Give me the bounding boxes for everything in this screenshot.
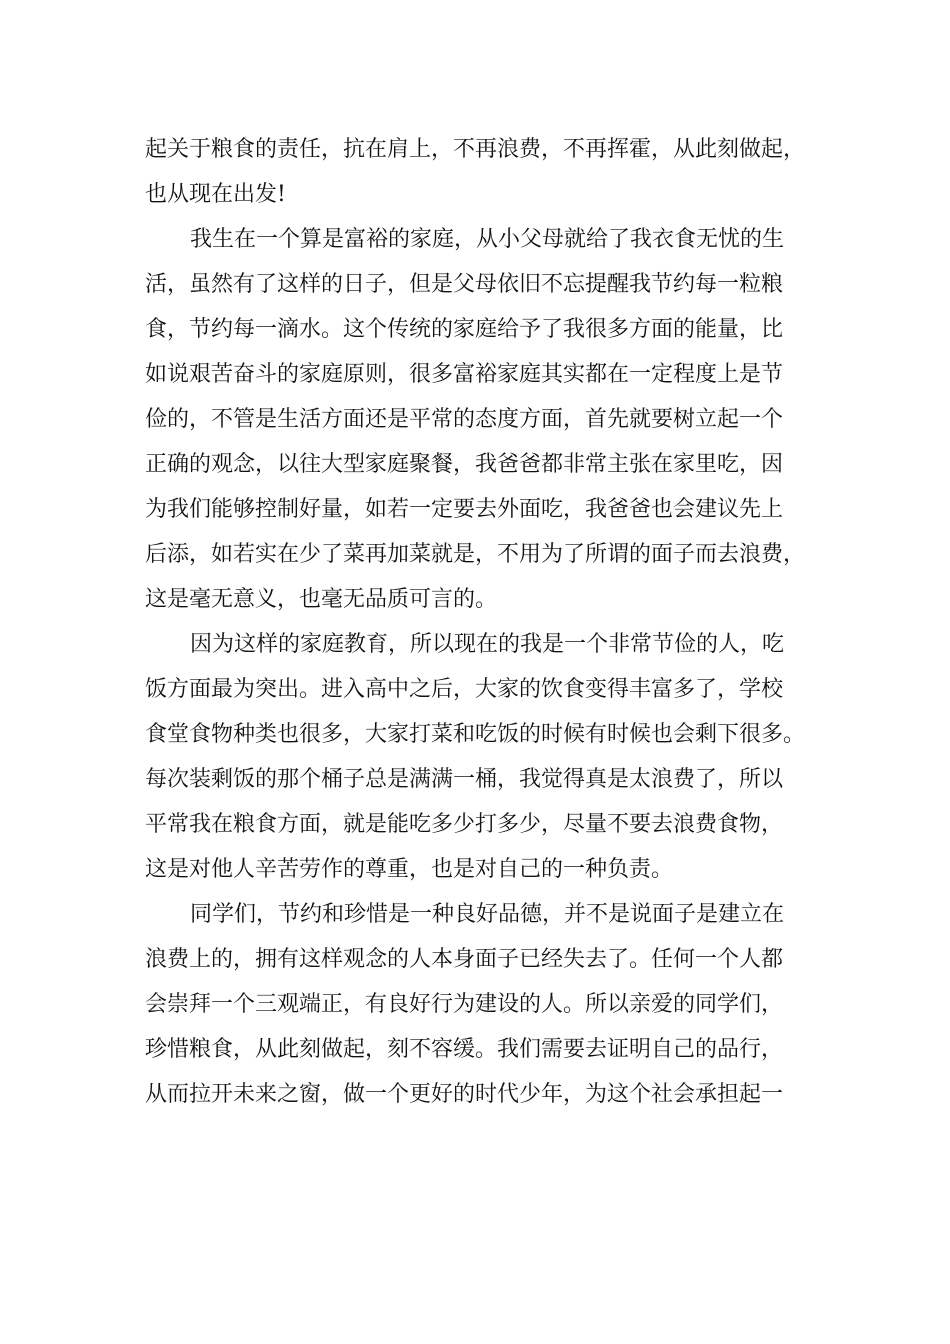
text-line-14: 食堂食物种类也很多，大家打菜和吃饭的时候有时候也会剩下很多。 bbox=[145, 722, 806, 747]
text-line-17: 这是对他人辛苦劳作的尊重，也是对自己的一种负责。 bbox=[145, 857, 674, 882]
text-line-4: 活，虽然有了这样的日子，但是父母依旧不忘提醒我节约每一粒粮 bbox=[145, 272, 784, 297]
text-line-3: 我生在一个算是富裕的家庭，从小父母就给了我衣食无忧的生 bbox=[190, 227, 785, 252]
text-line-21: 珍惜粮食，从此刻做起，刻不容缓。我们需要去证明自己的品行， bbox=[145, 1037, 784, 1062]
text-line-15: 每次装剩饭的那个桶子总是满满一桶，我觉得真是太浪费了，所以 bbox=[145, 767, 784, 792]
text-line-1: 起关于粮食的责任，抗在肩上，不再浪费，不再挥霍，从此刻做起， bbox=[145, 137, 806, 162]
text-line-12: 因为这样的家庭教育，所以现在的我是一个非常节俭的人，吃 bbox=[190, 632, 785, 657]
text-line-10: 后添，如若实在少了菜再加菜就是，不用为了所谓的面子而去浪费， bbox=[145, 542, 806, 567]
text-line-16: 平常我在粮食方面，就是能吃多少打多少，尽量不要去浪费食物， bbox=[145, 812, 784, 837]
text-line-13: 饭方面最为突出。进入高中之后，大家的饮食变得丰富多了，学校 bbox=[145, 677, 784, 702]
text-line-8: 正确的观念，以往大型家庭聚餐，我爸爸都非常主张在家里吃，因 bbox=[145, 452, 784, 477]
document-body bbox=[145, 127, 835, 1117]
text-line-9: 为我们能够控制好量，如若一定要去外面吃，我爸爸也会建议先上 bbox=[145, 497, 784, 522]
text-line-11: 这是毫无意义，也毫无品质可言的。 bbox=[145, 587, 498, 612]
text-line-22: 从而拉开未来之窗，做一个更好的时代少年，为这个社会承担起一 bbox=[145, 1082, 784, 1107]
text-line-5: 食，节约每一滴水。这个传统的家庭给予了我很多方面的能量，比 bbox=[145, 317, 784, 342]
text-line-20: 会崇拜一个三观端正，有良好行为建设的人。所以亲爱的同学们， bbox=[145, 992, 784, 1017]
text-line-2: 也从现在出发! bbox=[145, 182, 286, 207]
text-line-6: 如说艰苦奋斗的家庭原则，很多富裕家庭其实都在一定程度上是节 bbox=[145, 362, 784, 387]
text-line-19: 浪费上的，拥有这样观念的人本身面子已经失去了。任何一个人都 bbox=[145, 947, 784, 972]
text-line-7: 俭的，不管是生活方面还是平常的态度方面，首先就要树立起一个 bbox=[145, 407, 784, 432]
text-line-18: 同学们，节约和珍惜是一种良好品德，并不是说面子是建立在 bbox=[190, 902, 785, 927]
